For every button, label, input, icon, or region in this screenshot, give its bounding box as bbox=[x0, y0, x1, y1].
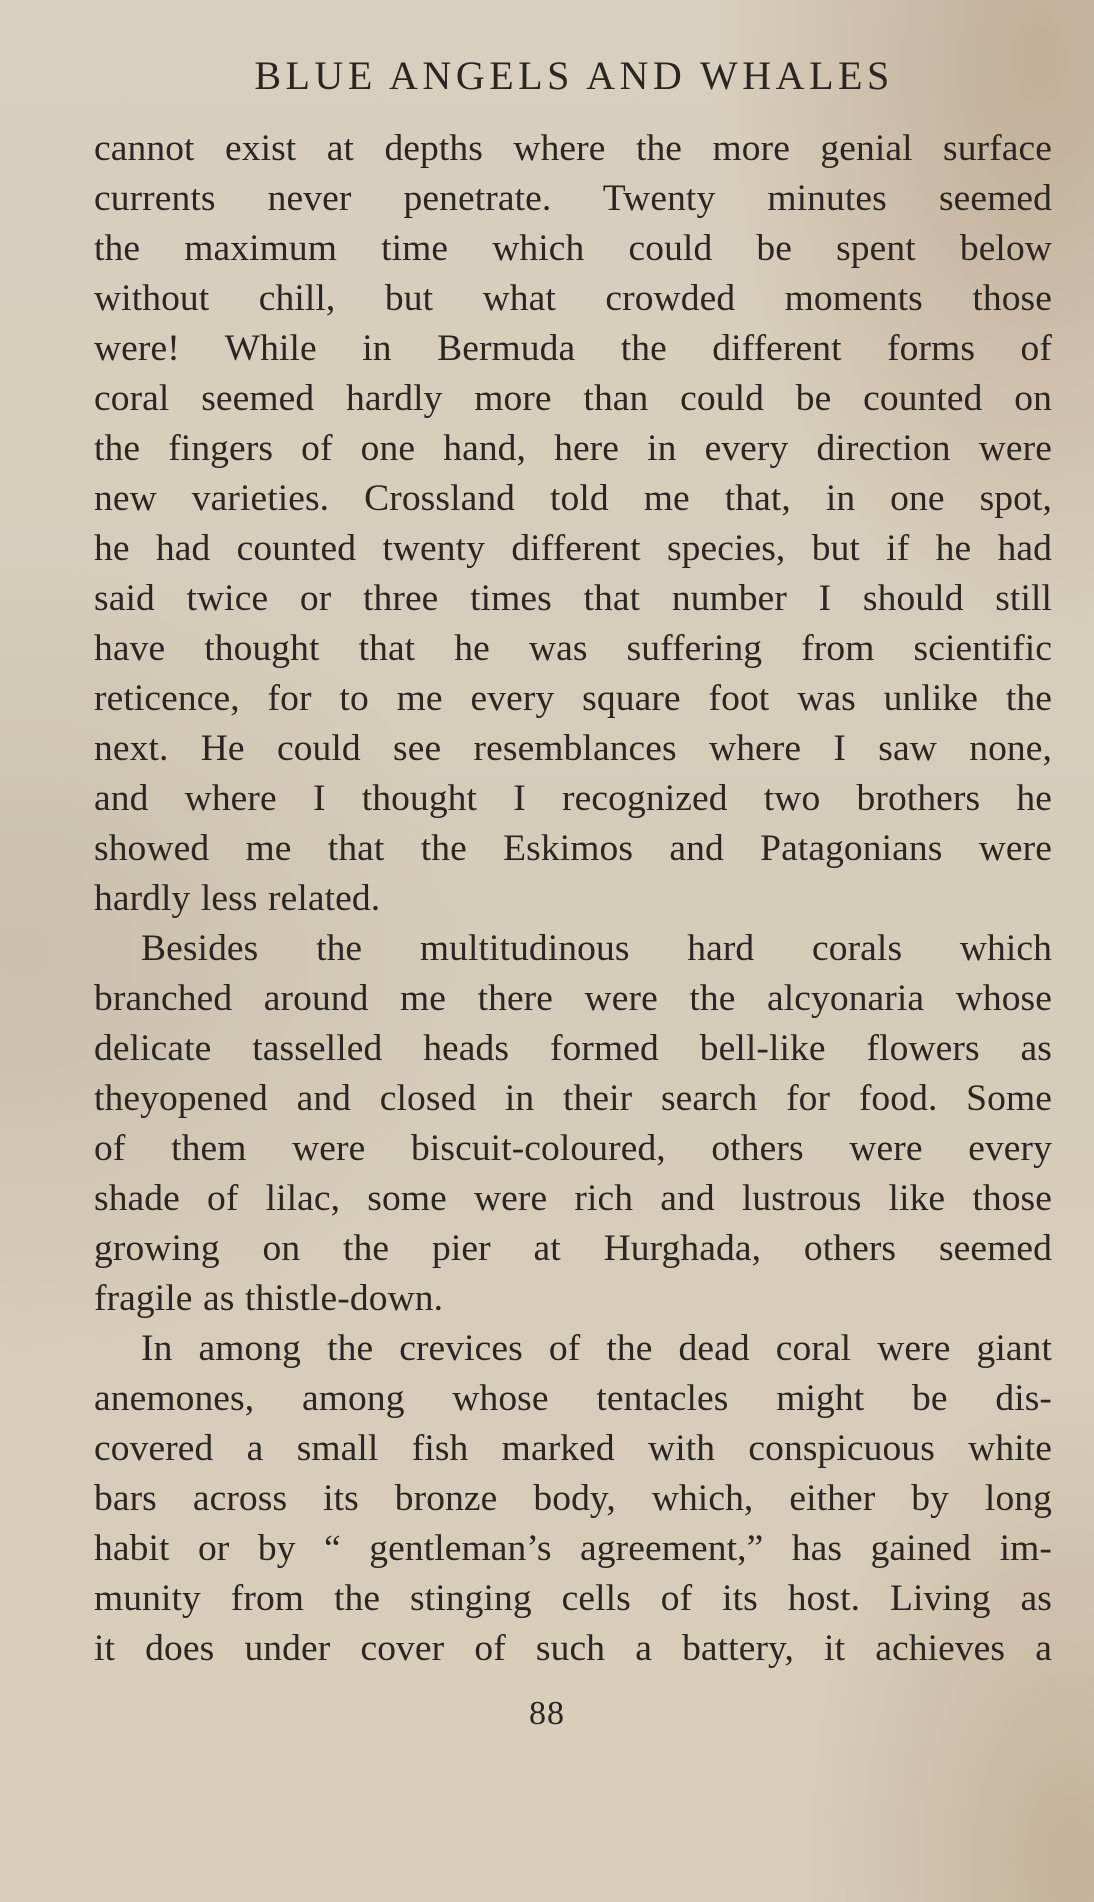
text-line: said twice or three times that number I should still bbox=[94, 578, 1052, 619]
text-line: have thought that he was suffering from scientific bbox=[94, 628, 1052, 669]
text-line: cannot exist at depths where the more genial surface bbox=[94, 128, 1052, 169]
text-line: anemones, among whose tentacles might be dis- bbox=[94, 1378, 1052, 1419]
running-head: BLUE ANGELS AND WHALES bbox=[254, 53, 894, 98]
text-line: next. He could see resemblances where I saw none, bbox=[94, 728, 1052, 769]
text-line: shade of lilac, some were rich and lustrous like those bbox=[94, 1178, 1052, 1219]
text-line: In among the crevices of the dead coral were giant bbox=[141, 1328, 1052, 1369]
text-line: and where I thought I recognized two brothers he bbox=[94, 778, 1052, 819]
text-line: new varieties. Crossland told me that, in one spot, bbox=[94, 478, 1052, 519]
text-line: reticence, for to me every square foot was unlike the bbox=[94, 678, 1052, 719]
text-line: currents never penetrate. Twenty minutes seemed bbox=[94, 178, 1052, 219]
page-number: 88 bbox=[529, 1695, 565, 1732]
text-line: hardly less related. bbox=[94, 878, 381, 919]
text-line: were! While in Bermuda the different forms of bbox=[94, 328, 1052, 369]
text-line: covered a small fish marked with conspicuous white bbox=[94, 1428, 1052, 1469]
text-line: coral seemed hardly more than could be counted on bbox=[94, 378, 1052, 419]
text-line: it does under cover of such a battery, it achieves a bbox=[94, 1628, 1052, 1669]
text-line: theyopened and closed in their search for food. Some bbox=[94, 1078, 1052, 1119]
text-line: delicate tasselled heads formed bell-like flowers as bbox=[94, 1028, 1052, 1069]
text-line: the fingers of one hand, here in every direction were bbox=[94, 428, 1052, 469]
text-line: habit or by “ gentleman’s agreement,” has gained im- bbox=[94, 1528, 1052, 1569]
text-line: branched around me there were the alcyonaria whose bbox=[94, 978, 1052, 1019]
text-line: without chill, but what crowded moments those bbox=[94, 278, 1052, 319]
text-line: showed me that the Eskimos and Patagonians were bbox=[94, 828, 1052, 869]
text-line: of them were biscuit-coloured, others were every bbox=[94, 1128, 1052, 1169]
text-line: Besides the multitudinous hard corals which bbox=[141, 928, 1052, 969]
body-text bbox=[94, 124, 1052, 1674]
text-line: growing on the pier at Hurghada, others seemed bbox=[94, 1228, 1052, 1269]
text-line: munity from the stinging cells of its host. Living as bbox=[94, 1578, 1052, 1619]
text-line: bars across its bronze body, which, either by long bbox=[94, 1478, 1052, 1519]
text-line: he had counted twenty different species, but if he had bbox=[94, 528, 1052, 569]
text-line: fragile as thistle-down. bbox=[94, 1278, 444, 1319]
text-line: the maximum time which could be spent below bbox=[94, 228, 1052, 269]
